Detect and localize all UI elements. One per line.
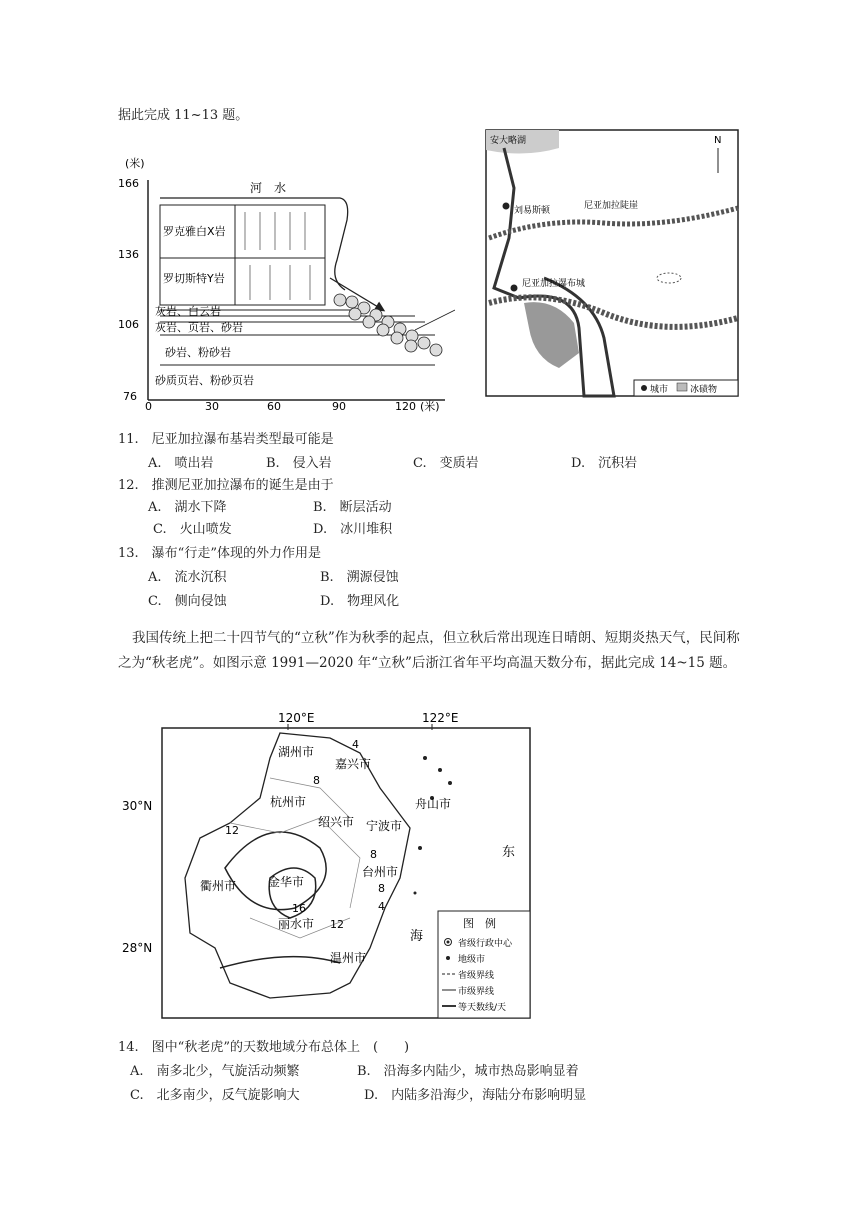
q13-option-b: B. 溯源侵蚀 — [320, 570, 399, 585]
city-niagara-falls: 尼亚加拉瀑布城 — [522, 279, 586, 289]
isoline-16: 16 — [292, 902, 306, 915]
legend-prefecture-city: 地级市 — [458, 955, 486, 965]
city-lewiston: 刘易斯顿 — [514, 206, 551, 216]
x-tick-0: 0 — [145, 400, 152, 413]
q12-option-b: B. 断层活动 — [313, 500, 392, 515]
city-wenzhou: 温州市 — [330, 951, 367, 965]
q13-option-c: C. 侧向侵蚀 — [148, 594, 227, 609]
city-taizhou: 台州市 — [362, 865, 399, 879]
y-tick-76: 76 — [123, 390, 137, 403]
layer-sandstone: 砂岩、粉砂岩 — [165, 346, 231, 359]
q12-stem: 12. 推测尼亚加拉瀑布的诞生是由于 — [118, 478, 334, 493]
layer-sandy-shale: 砂质页岩、粉砂页岩 — [155, 374, 254, 387]
niagara-map — [484, 128, 740, 398]
q12-option-d: D. 冰川堆积 — [313, 522, 393, 537]
legend-city-border: 市级界线 — [458, 987, 495, 997]
y-unit: (米) — [125, 157, 145, 170]
city-lishui: 丽水市 — [278, 917, 315, 931]
city-huzhou: 湖州市 — [278, 745, 315, 759]
city-quzhou: 衢州市 — [200, 879, 237, 893]
q12-option-c: C. 火山喷发 — [153, 522, 232, 537]
legend-provincial-border: 省级界线 — [458, 971, 495, 981]
legend-isoline: 等天数线/天 — [458, 1003, 507, 1013]
isoline-8-south: 8 — [378, 882, 385, 895]
legend-title: 图 例 — [463, 917, 496, 930]
ridge-label: 尼亚加拉陡崖 — [584, 201, 639, 211]
x-unit: (米) — [420, 400, 440, 413]
lon-120: 120°E — [278, 711, 315, 725]
q14-option-c: C. 北多南少，反气旋影响大 — [130, 1088, 300, 1103]
layer-shale: 灰岩、页岩、砂岩 — [155, 321, 243, 334]
isoline-8-east: 8 — [370, 848, 377, 861]
city-jinhua: 金华市 — [268, 875, 305, 889]
sea-label-east: 东 — [502, 845, 516, 860]
lat-30: 30°N — [122, 799, 153, 813]
legend-city: 城市 — [650, 385, 669, 395]
legend-moraine: 冰碛物 — [690, 385, 718, 395]
q11-option-a: A. 喷出岩 — [148, 456, 214, 471]
y-tick-106: 106 — [118, 318, 139, 331]
q13-option-a: A. 流水沉积 — [148, 570, 227, 585]
q14-option-b: B. 沿海多内陆少，城市热岛影响显着 — [357, 1064, 579, 1079]
q14-option-d: D. 内陆多沿海少，海陆分布影响明显 — [364, 1088, 587, 1103]
sea-label-sea: 海 — [410, 929, 424, 944]
lat-28: 28°N — [122, 941, 153, 955]
x-tick-60: 60 — [267, 400, 281, 413]
lon-122: 122°E — [422, 711, 459, 725]
q13-option-d: D. 物理风化 — [320, 594, 400, 609]
x-tick-90: 90 — [332, 400, 346, 413]
city-hangzhou: 杭州市 — [270, 795, 307, 809]
intro-text: 据此完成 11~13 题。 — [118, 108, 249, 123]
q11-stem: 11. 尼亚加拉瀑布基岩类型最可能是 — [118, 432, 334, 447]
layer-x: 罗克雅白X岩 — [163, 225, 226, 238]
x-tick-30: 30 — [205, 400, 219, 413]
passage-autumn-tiger: 我国传统上把二十四节气的“立秋”作为秋季的起点，但立秋后常出现连日晴朗、短期炎热天气，民间称之为“秋老虎”。如图示意 1991—2020 年“立秋”后浙江省年平均高温天数分布，据此完成 14~15 题。 — [118, 630, 740, 671]
city-ningbo: 宁波市 — [366, 819, 403, 833]
legend-provincial-capital: 省级行政中心 — [458, 939, 513, 949]
zhejiang-map — [120, 708, 540, 1023]
isoline-4-north: 4 — [352, 738, 359, 751]
q12-option-a: A. 湖水下降 — [148, 500, 227, 515]
isoline-8-north: 8 — [313, 774, 320, 787]
waterfall-cross-section — [115, 150, 455, 415]
lake-label: 安大略湖 — [490, 136, 527, 146]
y-tick-136: 136 — [118, 248, 139, 261]
layer-y: 罗切斯特Y岩 — [163, 272, 225, 285]
q14-stem: 14. 图中“秋老虎”的天数地域分布总体上 ( ) — [118, 1040, 410, 1055]
river-label: 河 水 — [250, 181, 287, 195]
y-tick-166: 166 — [118, 177, 139, 190]
north-label: N — [714, 135, 722, 146]
q13-stem: 13. 瀑布“行走”体现的外力作用是 — [118, 546, 321, 561]
city-jiaxing: 嘉兴市 — [335, 757, 372, 771]
q11-option-c: C. 变质岩 — [413, 456, 479, 471]
city-shaoxing: 绍兴市 — [318, 815, 355, 829]
q11-option-d: D. 沉积岩 — [571, 456, 638, 471]
isoline-12: 12 — [225, 824, 239, 837]
isoline-4-south: 4 — [378, 900, 385, 913]
q11-option-b: B. 侵入岩 — [266, 456, 332, 471]
city-zhoushan: 舟山市 — [415, 797, 452, 811]
isoline-12-south: 12 — [330, 918, 344, 931]
q14-option-a: A. 南多北少，气旋活动频繁 — [130, 1064, 300, 1079]
x-tick-120: 120 — [395, 400, 416, 413]
layer-limestone: 灰岩、白云岩 — [155, 305, 221, 318]
